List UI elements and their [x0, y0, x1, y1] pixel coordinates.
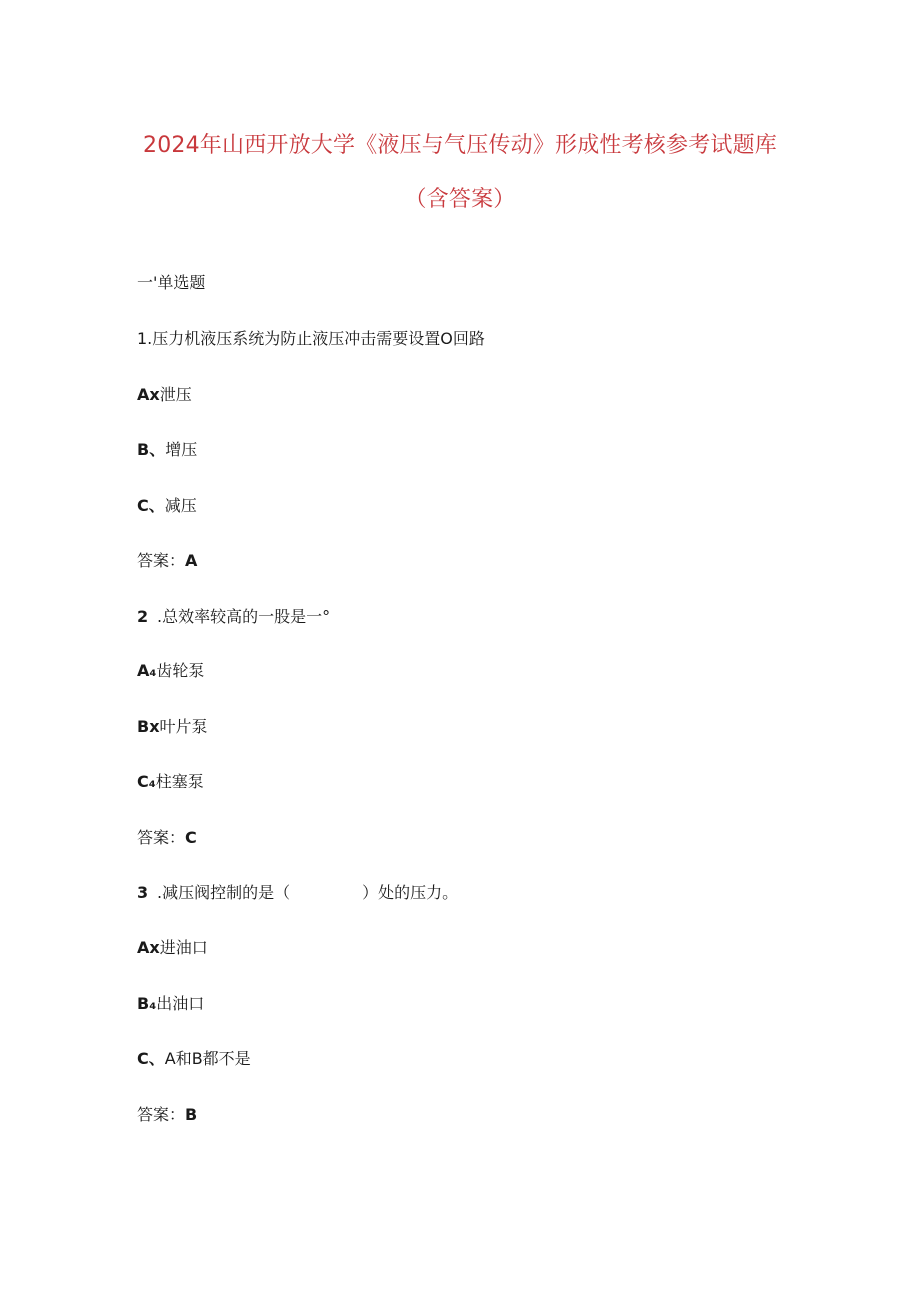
question-3-option-c [137, 1049, 251, 1069]
question-2-answer [137, 828, 197, 848]
question-1-option-c [137, 496, 197, 516]
question-1-option-a [137, 385, 192, 405]
option-text: 齿轮泵 [156, 661, 205, 680]
option-label: Ax [137, 938, 160, 957]
option-text: 出油口 [156, 994, 205, 1013]
question-2-option-c [137, 772, 204, 792]
answer-value: A [185, 551, 198, 570]
question-3-stem [137, 883, 458, 903]
question-number: 2 [137, 607, 149, 626]
option-label: C、 [137, 496, 165, 515]
option-label: Ax [137, 385, 160, 404]
document-subtitle: （含答案） [404, 187, 516, 212]
answer-label: 答案： [137, 551, 186, 570]
question-3-option-b [137, 994, 204, 1014]
answer-value: B [185, 1105, 198, 1124]
question-1-option-b [137, 440, 197, 460]
question-text-after-blank: ）处的压力。 [362, 883, 459, 902]
option-label: B、 [137, 440, 166, 459]
question-text-before-blank: .减压阀控制的是（ [157, 883, 291, 902]
option-label: C、 [137, 1049, 165, 1068]
option-text: 进油口 [159, 938, 208, 957]
option-label: C₄ [137, 772, 156, 791]
question-text: .总效率较高的一股是一° [157, 607, 331, 626]
section-heading: 一'单选题 [137, 273, 206, 292]
document-title: 2024年山西开放大学《液压与气压传动》形成性考核参考试题库 [143, 133, 777, 158]
option-text: A和B都不是 [164, 1049, 251, 1068]
question-2-option-b [137, 717, 208, 737]
question-3-answer [137, 1105, 197, 1125]
question-1-stem: 1.压力机液压系统为防止液压冲击需要设置O回路 [137, 329, 485, 348]
option-text: 泄压 [159, 385, 192, 404]
answer-label: 答案： [137, 828, 186, 847]
option-label: A₄ [137, 661, 157, 680]
question-2-option-a [137, 661, 204, 681]
question-number: 3 [137, 883, 149, 902]
option-label: Bx [137, 717, 160, 736]
option-text: 减压 [164, 496, 197, 515]
option-text: 柱塞泵 [155, 772, 204, 791]
option-label: B₄ [137, 994, 157, 1013]
question-2-stem [137, 607, 330, 627]
question-1-answer [137, 551, 197, 571]
question-3-option-a [137, 938, 208, 958]
option-text: 叶片泵 [159, 717, 208, 736]
answer-label: 答案： [137, 1105, 186, 1124]
option-text: 增压 [165, 440, 198, 459]
answer-value: C [185, 828, 197, 847]
